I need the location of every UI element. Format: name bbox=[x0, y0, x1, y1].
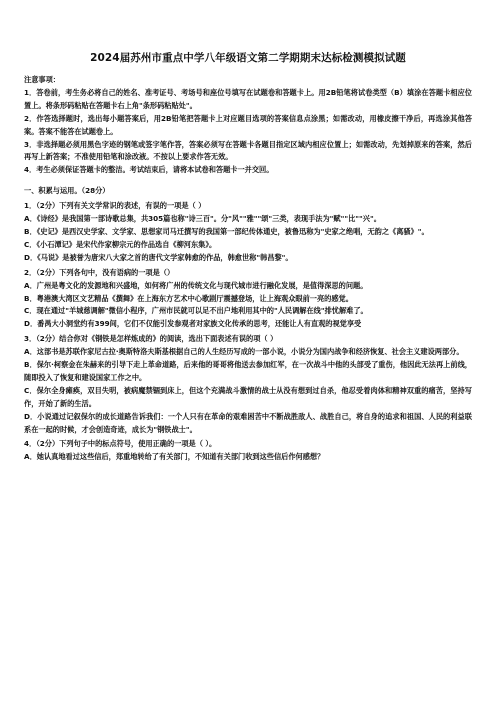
page-title: 2024届苏州市重点中学八年级语文第二学期期末达标检测模拟试题 bbox=[90, 52, 406, 64]
question-2-option-a: A．广州是粤文化的发源地和兴盛地，如何将广州的传统文化与现代城市进行融化发展，是值得深思的问题。 bbox=[24, 280, 368, 290]
question-3-option-d: D．小说通过记叙保尔的成长道路告诉我们：一个人只有在革命的艰难困苦中不断战胜敌人、战胜自己，将自身的追求和祖国、人民的利益联系在一起的时候，才会创造奇迹，成长为"钢铁战士"。 bbox=[24, 411, 472, 434]
notes-heading: 注意事项： bbox=[24, 75, 60, 84]
question-2-stem: 2．（2分）下列各句中，没有语病的一项是（） bbox=[24, 267, 175, 277]
question-3-option-c: C．保尔全身瘫痪，双目失明，被病魔禁锢到床上，但这个充满战斗激情的战士从没有想到过自杀，他忍受着肉体和精神双重的痛苦，坚持写作，开始了新的生活。 bbox=[24, 385, 472, 408]
note-item-1: 1．答卷前，考生务必将自己的姓名、准考证号、考场号和座位号填写在试题卷和答题卡上。用2B铅笔将试卷类型（B）填涂在答题卡相应位置上。将条形码粘贴在答题卡右上角"条形码粘贴处"。 bbox=[24, 87, 472, 110]
note-item-4: 4．考生必须保证答题卡的整洁。考试结束后，请将本试卷和答题卡一并交回。 bbox=[24, 165, 274, 175]
question-2-option-d: D．番禺大小洞堂约有399间，它们不仅能引发参观者对家族文化传承的思考，还能让人有直观的视觉享受 bbox=[24, 319, 362, 329]
question-1-option-d: D．《马说》是被誉为唐宋八大家之首的唐代文学家韩愈的作品，韩愈世称"韩昌黎"。 bbox=[24, 252, 293, 262]
question-1-option-c: C．《小石潭记》是宋代作家柳宗元的作品选自《柳河东集》。 bbox=[24, 239, 217, 249]
question-4-option-a: A．她认真地看过这些信后，郑重地转给了有关部门，不知道有关部门收到这些信后作何感想？ bbox=[24, 452, 325, 462]
question-3-stem: 3．（2分）结合你对《钢铁是怎样炼成的》的阅读，选出下面表述有误的项（ ） bbox=[24, 334, 278, 344]
question-1-option-b: B．《史记》是西汉史学家、文学家、思想家司马迁撰写的我国第一部纪传体通史，被鲁迅称为"史家之绝唱，无韵之《离骚》"。 bbox=[24, 226, 429, 236]
question-1-stem: 1．（2分）下列有关文学常识的表述，有误的一项是（ ） bbox=[24, 201, 206, 211]
question-2-option-c: C．现在通过"羊城慈调解"微信小程序，广州市民就可以足不出户地利用其中的"人民调解在线"排忧解难了。 bbox=[24, 306, 368, 316]
question-3-option-b: B．保尔·柯察金在朱赫来的引导下走上革命道路，后来他的哥哥将他送去参加红军，在一次战斗中他的头部受了重伤，他因此无法再上前线，随即投入了恢复和建设国家工作之中。 bbox=[24, 360, 472, 382]
question-2-option-b: B．粤港澳大湾区文艺精品《撰舞》在上海东方艺术中心歌剧厅震撼登场，让上海观众眼前一亮的感觉。 bbox=[24, 293, 353, 303]
question-3-option-a: A．这部书是苏联作家尼古拉·奥斯特洛夫斯基根据自己的人生经历写成的一部小说，小说分为国内战争和经济恢复、社会主义建设两部分。 bbox=[24, 347, 464, 357]
note-item-2: 2．作答选择题时，选出每小题答案后，用2B铅笔把答题卡上对应题目选项的答案信息点涂黑；如需改动，用橡皮擦干净后，再选涂其他答案。答案不能答在试题卷上。 bbox=[24, 113, 472, 136]
question-4-stem: 4．（2分）下列句子中的标点符号，使用正确的一项是（ ）。 bbox=[24, 439, 217, 449]
note-item-3: 3．非选择题必须用黑色字迹的钢笔或签字笔作答，答案必须写在答题卡各题目指定区域内相应位置上；如需改动，先划掉原来的答案，然后再写上新答案；不准使用铅笔和涂改液。不按以上要求作答无效。 bbox=[24, 139, 472, 162]
question-1-option-a: A．《诗经》是我国第一部诗歌总集，共305篇也称"诗三百"。分"风""雅""颂"三类，表现手法为"赋""比""兴"。 bbox=[24, 214, 381, 224]
section-heading: 一、积累与运用。（28分） bbox=[24, 186, 110, 196]
